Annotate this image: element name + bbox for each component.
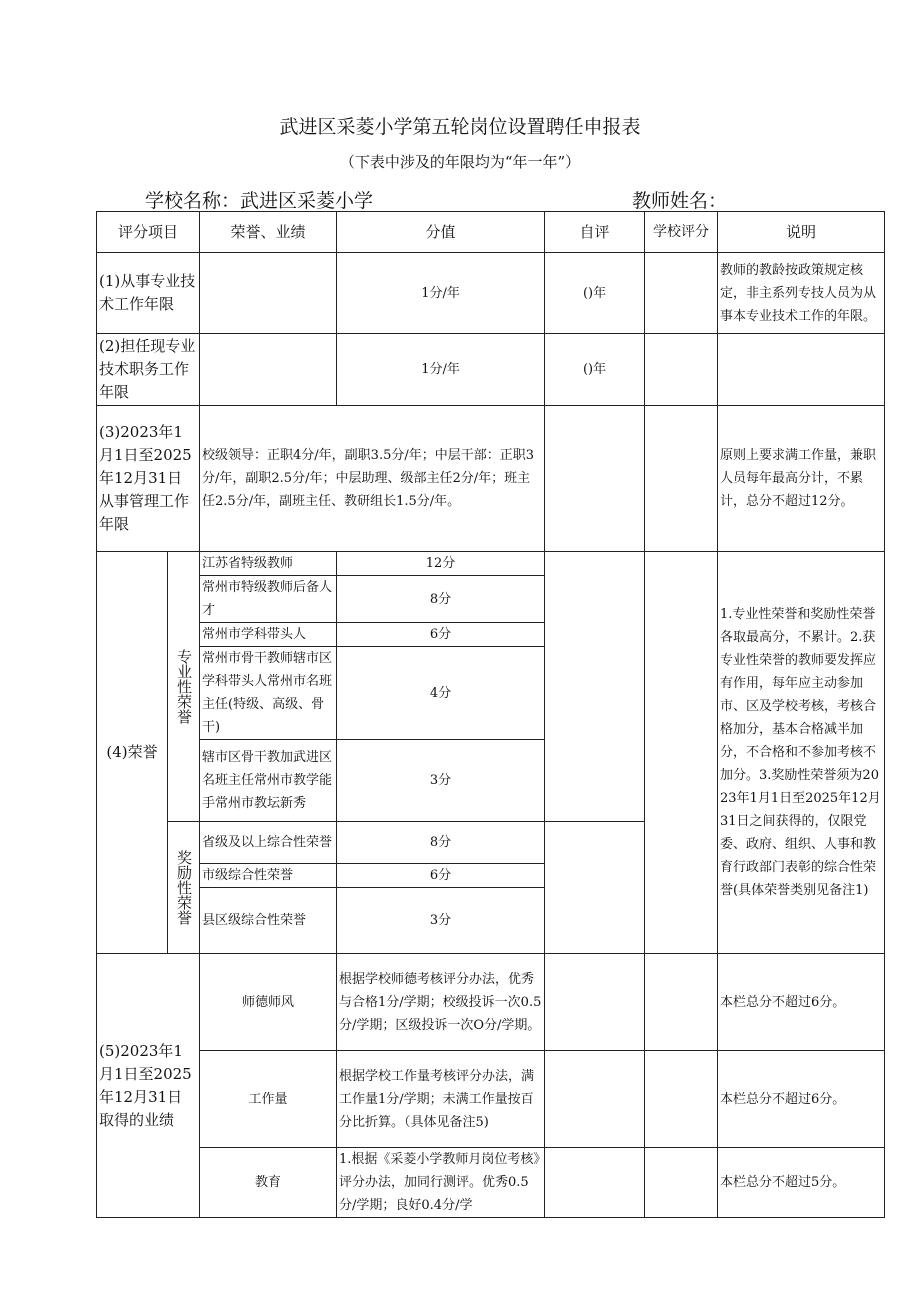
school-name-label: 学校名称：武进区采菱小学 (145, 190, 374, 212)
achievement-note: 本栏总分不超过6分。 (718, 954, 885, 1051)
row-years-of-work (97, 253, 885, 334)
honor-name: 常州市学科带头人 (200, 623, 337, 647)
award-name: 省级及以上综合性荣誉 (200, 822, 337, 864)
honor-score: 8分 (337, 576, 545, 623)
honor-score: 6分 (337, 623, 545, 647)
item-label: (1)从事专业技术工作年限 (97, 253, 200, 334)
school-eval-cell[interactable] (645, 1051, 718, 1148)
school-eval-cell[interactable] (645, 406, 718, 552)
school-eval-cell[interactable] (645, 1148, 718, 1218)
self-eval-cell[interactable] (545, 1051, 645, 1148)
achievement-row (97, 954, 885, 1051)
self-eval-cell[interactable] (545, 822, 645, 954)
school-eval-cell[interactable] (645, 253, 718, 334)
header-score: 分值 (337, 212, 545, 253)
honor-name: 常州市特级教师后备人才 (200, 576, 337, 623)
achievement-row (97, 1148, 885, 1218)
award-honor-label: 奖励性荣誉 (168, 822, 200, 954)
school-eval-cell[interactable] (645, 334, 718, 406)
honor-score: 4分 (337, 647, 545, 740)
header-honor: 荣誉、业绩 (200, 212, 337, 253)
teacher-name-label: 教师姓名： (632, 190, 728, 212)
score-value: 1分/年 (337, 334, 545, 406)
header-note: 说明 (718, 212, 885, 253)
header-school-eval: 学校评分 (645, 212, 718, 253)
award-score: 3分 (337, 888, 545, 954)
achievement-rule: 1.根据《采菱小学教师月岗位考核》评分办法，加同行测评。优秀0.5分/学期；良好0.4分/学 (337, 1148, 545, 1218)
honor-name: 江苏省特级教师 (200, 552, 337, 576)
honor-name: 常州市骨干教师辖市区学科带头人常州市名班主任(特级、高级、骨干) (200, 647, 337, 740)
item-label: (2)担任现专业技术职务工作年限 (97, 334, 200, 406)
self-eval-cell[interactable]: ()年 (545, 253, 645, 334)
form-subtitle: （下表中涉及的年限均为“年一年”） (339, 153, 581, 171)
honor-note: 1.专业性荣誉和奖励性荣誉各取最高分，不累计。2.获专业性荣誉的教师要发挥应有作用，每年应主动参加市、区及学校考核，考核合格加分，基本合格减半加分，不合格和不参加考核不加分。3.奖励性荣誉须为2023年1月1日至2025年12月31日之间获得的，仅限党委、政府、组织、人事和教育行政部门表彰的综合性荣誉(具体荣誉类别见备注1) (718, 552, 885, 954)
item-label: (5)2023年1月1日至2025年12月31日取得的业绩 (97, 954, 200, 1218)
award-score: 8分 (337, 822, 545, 864)
award-name: 县区级综合性荣誉 (200, 888, 337, 954)
self-eval-cell[interactable] (545, 406, 645, 552)
achievement-note: 本栏总分不超过6分。 (718, 1051, 885, 1148)
header-self: 自评 (545, 212, 645, 253)
application-table (96, 211, 885, 1218)
achievement-name: 师德师风 (200, 954, 337, 1051)
honor-score: 12分 (337, 552, 545, 576)
honor-cell[interactable] (200, 253, 337, 334)
achievement-name: 工作量 (200, 1051, 337, 1148)
achievement-note: 本栏总分不超过5分。 (718, 1148, 885, 1218)
item-label: (4)荣誉 (97, 552, 168, 954)
achievement-row (97, 1051, 885, 1148)
honor-name: 辖市区骨干教加武进区名班主任常州市教学能手常州市教坛新秀 (200, 740, 337, 822)
professional-honor-label: 专业性荣誉 (168, 552, 200, 822)
self-eval-cell[interactable] (545, 954, 645, 1051)
note-text: 原则上要求满工作量，兼职人员每年最高分计，不累计，总分不超过12分。 (718, 406, 885, 552)
header-row (97, 212, 885, 253)
achievement-rule: 根据学校师德考核评分办法，优秀与合格1分/学期；校级投诉一次0.5分/学期；区级投诉一次O分/学期。 (337, 954, 545, 1051)
row-current-title-years (97, 334, 885, 406)
award-name: 市级综合性荣誉 (200, 864, 337, 888)
header-item: 评分项目 (97, 212, 200, 253)
school-eval-cell[interactable] (645, 954, 718, 1051)
honor-score: 3分 (337, 740, 545, 822)
note-cell (718, 334, 885, 406)
self-eval-cell[interactable] (545, 1148, 645, 1218)
achievement-name: 教育 (200, 1148, 337, 1218)
score-value: 1分/年 (337, 253, 545, 334)
award-score: 6分 (337, 864, 545, 888)
school-eval-cell[interactable] (645, 552, 718, 954)
self-eval-cell[interactable]: ()年 (545, 334, 645, 406)
row-management-years (97, 406, 885, 552)
note-text: 教师的教龄按政策规定核定，非主系列专技人员为从事本专业技术工作的年限。 (718, 253, 885, 334)
item-label: (3)2023年1月1日至2025年12月31日从事管理工作年限 (97, 406, 200, 552)
achievement-rule: 根据学校工作量考核评分办法，满工作量1分/学期；未满工作量按百分比折算。（具体见备注5) (337, 1051, 545, 1148)
form-title: 武进区采菱小学第五轮岗位设置聘任申报表 (279, 116, 641, 138)
self-eval-cell[interactable] (545, 552, 645, 822)
management-score-rules: 校级领导：正职4分/年，副职3.5分/年；中层干部：正职3分/年，副职2.5分/年；中层助理、级部主任2分/年；班主任2.5分/年，副班主任、教研组长1.5分/年。 (200, 406, 545, 552)
honor-row (97, 552, 885, 576)
honor-cell[interactable] (200, 334, 337, 406)
